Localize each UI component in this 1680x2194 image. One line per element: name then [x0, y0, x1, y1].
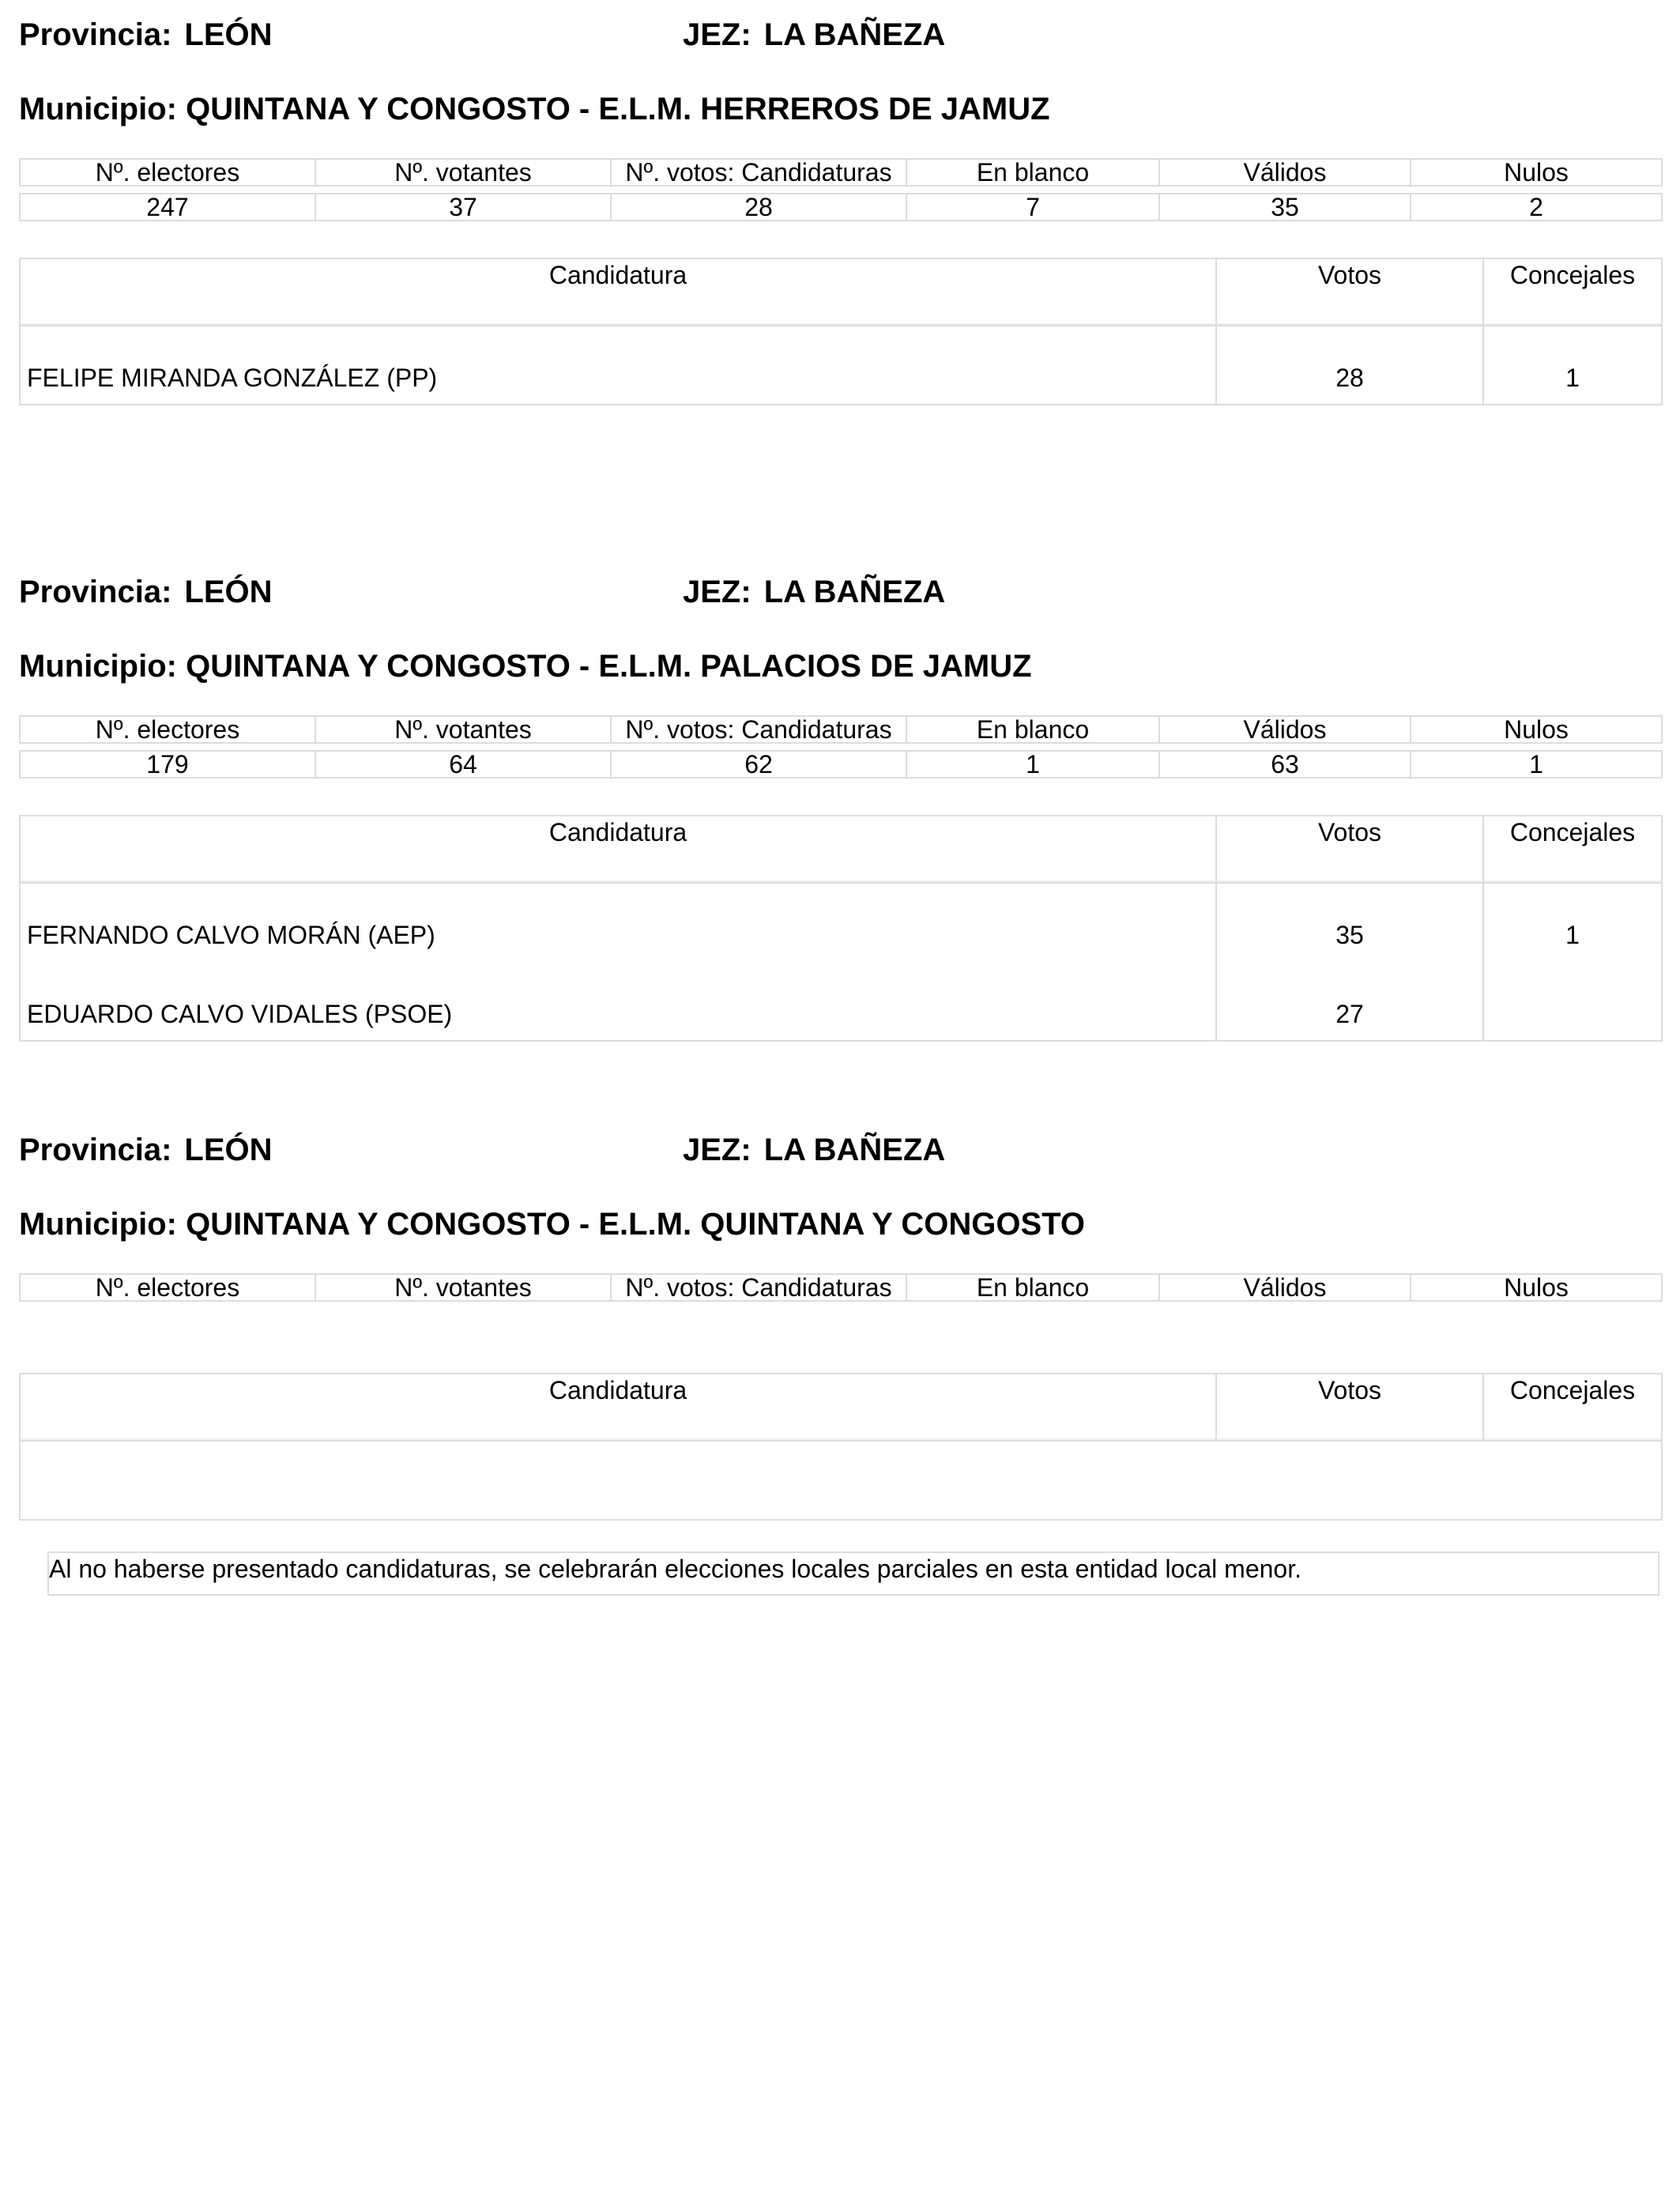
table-row [20, 1441, 1662, 1520]
stats-value: 1 [1411, 751, 1662, 778]
stats-value: 35 [1159, 194, 1411, 221]
provincia-value: LEÓN [184, 575, 273, 609]
cand-header: Candidatura [20, 258, 1216, 326]
stats-value: 7 [906, 194, 1159, 221]
empty-candidate-row [20, 1441, 1662, 1520]
jez-heading: JEZ: LA BAÑEZA [683, 575, 946, 609]
stats-header: Nº. votantes [315, 1274, 611, 1301]
stats-header: Válidos [1159, 159, 1411, 186]
cand-header: Votos [1216, 1374, 1483, 1441]
cand-header: Concejales [1483, 816, 1662, 883]
section-palacios-de-jamuz [19, 573, 1661, 1047]
municipio-value: QUINTANA Y CONGOSTO - E.L.M. QUINTANA Y CONGOSTO [186, 1207, 1085, 1242]
stats-header: En blanco [906, 1274, 1159, 1301]
jez-value: LA BAÑEZA [763, 575, 946, 609]
stats-value: 64 [315, 751, 611, 778]
stats-header: Nulos [1411, 716, 1662, 743]
cand-header: Votos [1216, 258, 1483, 326]
stats-value: 179 [20, 751, 315, 778]
stats-value: 62 [611, 751, 906, 778]
jez-value: LA BAÑEZA [763, 1133, 946, 1167]
municipio-value: QUINTANA Y CONGOSTO - E.L.M. HERREROS DE JAMUZ [186, 92, 1050, 126]
table-row [20, 326, 1662, 405]
candidate-name: EDUARDO CALVO VIDALES (PSOE) [20, 961, 1216, 1041]
stats-header: Válidos [1159, 716, 1411, 743]
candidaturas-table [19, 815, 1663, 1042]
stats-header: Nº. electores [20, 716, 315, 743]
cand-header: Concejales [1483, 258, 1662, 326]
stats-table [19, 158, 1663, 221]
stats-header: Nº. votos: Candidaturas [611, 159, 906, 186]
cand-header: Candidatura [20, 1374, 1216, 1441]
stats-header: Nº. votantes [315, 159, 611, 186]
provincia-heading: Provincia: LEÓN [19, 575, 273, 609]
cand-header: Candidatura [20, 816, 1216, 883]
stats-header: En blanco [906, 716, 1159, 743]
provincia-value: LEÓN [184, 1133, 273, 1167]
stats-value: 28 [611, 194, 906, 221]
municipio-value: QUINTANA Y CONGOSTO - E.L.M. PALACIOS DE JAMUZ [186, 649, 1032, 684]
cand-header: Votos [1216, 816, 1483, 883]
candidate-votos: 27 [1216, 961, 1483, 1041]
stats-header: Válidos [1159, 1274, 1411, 1301]
stats-header: Nulos [1411, 159, 1662, 186]
stats-value: 37 [315, 194, 611, 221]
stats-header: Nº. votos: Candidaturas [611, 1274, 906, 1301]
municipio-heading: Municipio: QUINTANA Y CONGOSTO - E.L.M. PALACIOS DE JAMUZ [19, 649, 1032, 684]
jez-heading: JEZ: LA BAÑEZA [683, 17, 946, 52]
stats-header: Nº. electores [20, 159, 315, 186]
candidate-concejales [1483, 961, 1662, 1041]
note-text: Al no haberse presentado candidaturas, se celebrarán elecciones locales parciales en esta entidad local menor. [49, 1555, 1301, 1583]
stats-value: 247 [20, 194, 315, 221]
provincia-heading: Provincia: LEÓN [19, 1133, 273, 1167]
candidaturas-table [19, 1373, 1663, 1521]
candidate-concejales: 1 [1483, 883, 1662, 961]
stats-value: 2 [1411, 194, 1662, 221]
stats-header: Nº. votantes [315, 716, 611, 743]
candidate-name: FERNANDO CALVO MORÁN (AEP) [20, 883, 1216, 961]
candidate-votos: 28 [1216, 326, 1483, 405]
stats-table [19, 1273, 1663, 1302]
stats-header: Nº. votos: Candidaturas [611, 716, 906, 743]
provincia-value: LEÓN [184, 17, 273, 52]
candidate-votos: 35 [1216, 883, 1483, 961]
candidaturas-table [19, 258, 1663, 405]
table-row [20, 961, 1662, 1041]
section-quintana-y-congosto [19, 1131, 1661, 1526]
stats-value: 1 [906, 751, 1159, 778]
municipio-heading: Municipio: QUINTANA Y CONGOSTO - E.L.M. HERREROS DE JAMUZ [19, 92, 1050, 126]
cand-header: Concejales [1483, 1374, 1662, 1441]
section-herreros-de-jamuz [19, 16, 1661, 395]
candidate-name: FELIPE MIRANDA GONZÁLEZ (PP) [20, 326, 1216, 405]
jez-heading: JEZ: LA BAÑEZA [683, 1133, 946, 1167]
candidate-concejales: 1 [1483, 326, 1662, 405]
stats-value: 63 [1159, 751, 1411, 778]
provincia-heading: Provincia: LEÓN [19, 17, 273, 52]
jez-value: LA BAÑEZA [763, 17, 946, 52]
stats-header: En blanco [906, 159, 1159, 186]
table-row [20, 883, 1662, 961]
municipio-heading: Municipio: QUINTANA Y CONGOSTO - E.L.M. QUINTANA Y CONGOSTO [19, 1207, 1085, 1242]
stats-header: Nº. electores [20, 1274, 315, 1301]
stats-header: Nulos [1411, 1274, 1662, 1301]
stats-table [19, 715, 1663, 778]
note-box [47, 1551, 1659, 1596]
